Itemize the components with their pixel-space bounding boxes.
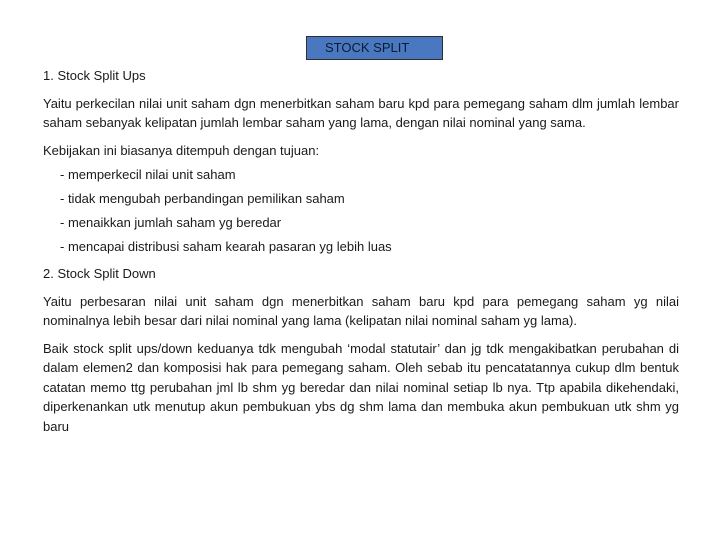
stock-split-ups-definition: Yaitu perkecilan nilai unit saham dgn menerbitkan saham baru kpd para pemegang saham dlm jumlah lembar saham sebanyak kelipatan jumlah lembar saham yang lama, dengan nilai nominal yang sama. [43,95,679,130]
page-title: STOCK SPLIT [306,36,443,60]
list-item: - mencapai distribusi saham kearah pasaran yg lebih luas [60,238,392,254]
list-item: - memperkecil nilai unit saham [60,166,236,182]
purpose-intro: Kebijakan ini biasanya ditempuh dengan tujuan: [43,142,320,158]
list-item: - tidak mengubah perbandingan pemilikan saham [60,190,345,206]
accounting-note: Baik stock split ups/down keduanya tdk mengubah ‘modal statutair’ dan jg tdk mengakibatkan perubahan di dalam elemen2 dan komposisi hak para pemegang saham. Oleh sebab itu pencatatannya cukup dlm bentuk catatan memo ttg perubahan jml lb shm yg beredar dan nilai nominal setiap lb nya. Ttp apabila dikehendaki, diperkenankan utk menutup akun pembukuan ybs dg shm lama dan membuka akun pembukuan utk shm yg baru [43,340,679,434]
document-body [43,66,679,436]
section-heading-stock-split-down: 2. Stock Split Down [43,266,156,281]
section-heading-stock-split-ups: 1. Stock Split Ups [43,68,146,83]
list-item: - menaikkan jumlah saham yg beredar [60,214,282,230]
stock-split-down-definition: Yaitu perbesaran nilai unit saham dgn menerbitkan saham baru kpd para pemegang saham yg nilai nominalnya lebih besar dari nilai nominal yang lama (kelipatan nilai nominal saham yg lama). [43,293,679,328]
purpose-list [43,165,679,257]
